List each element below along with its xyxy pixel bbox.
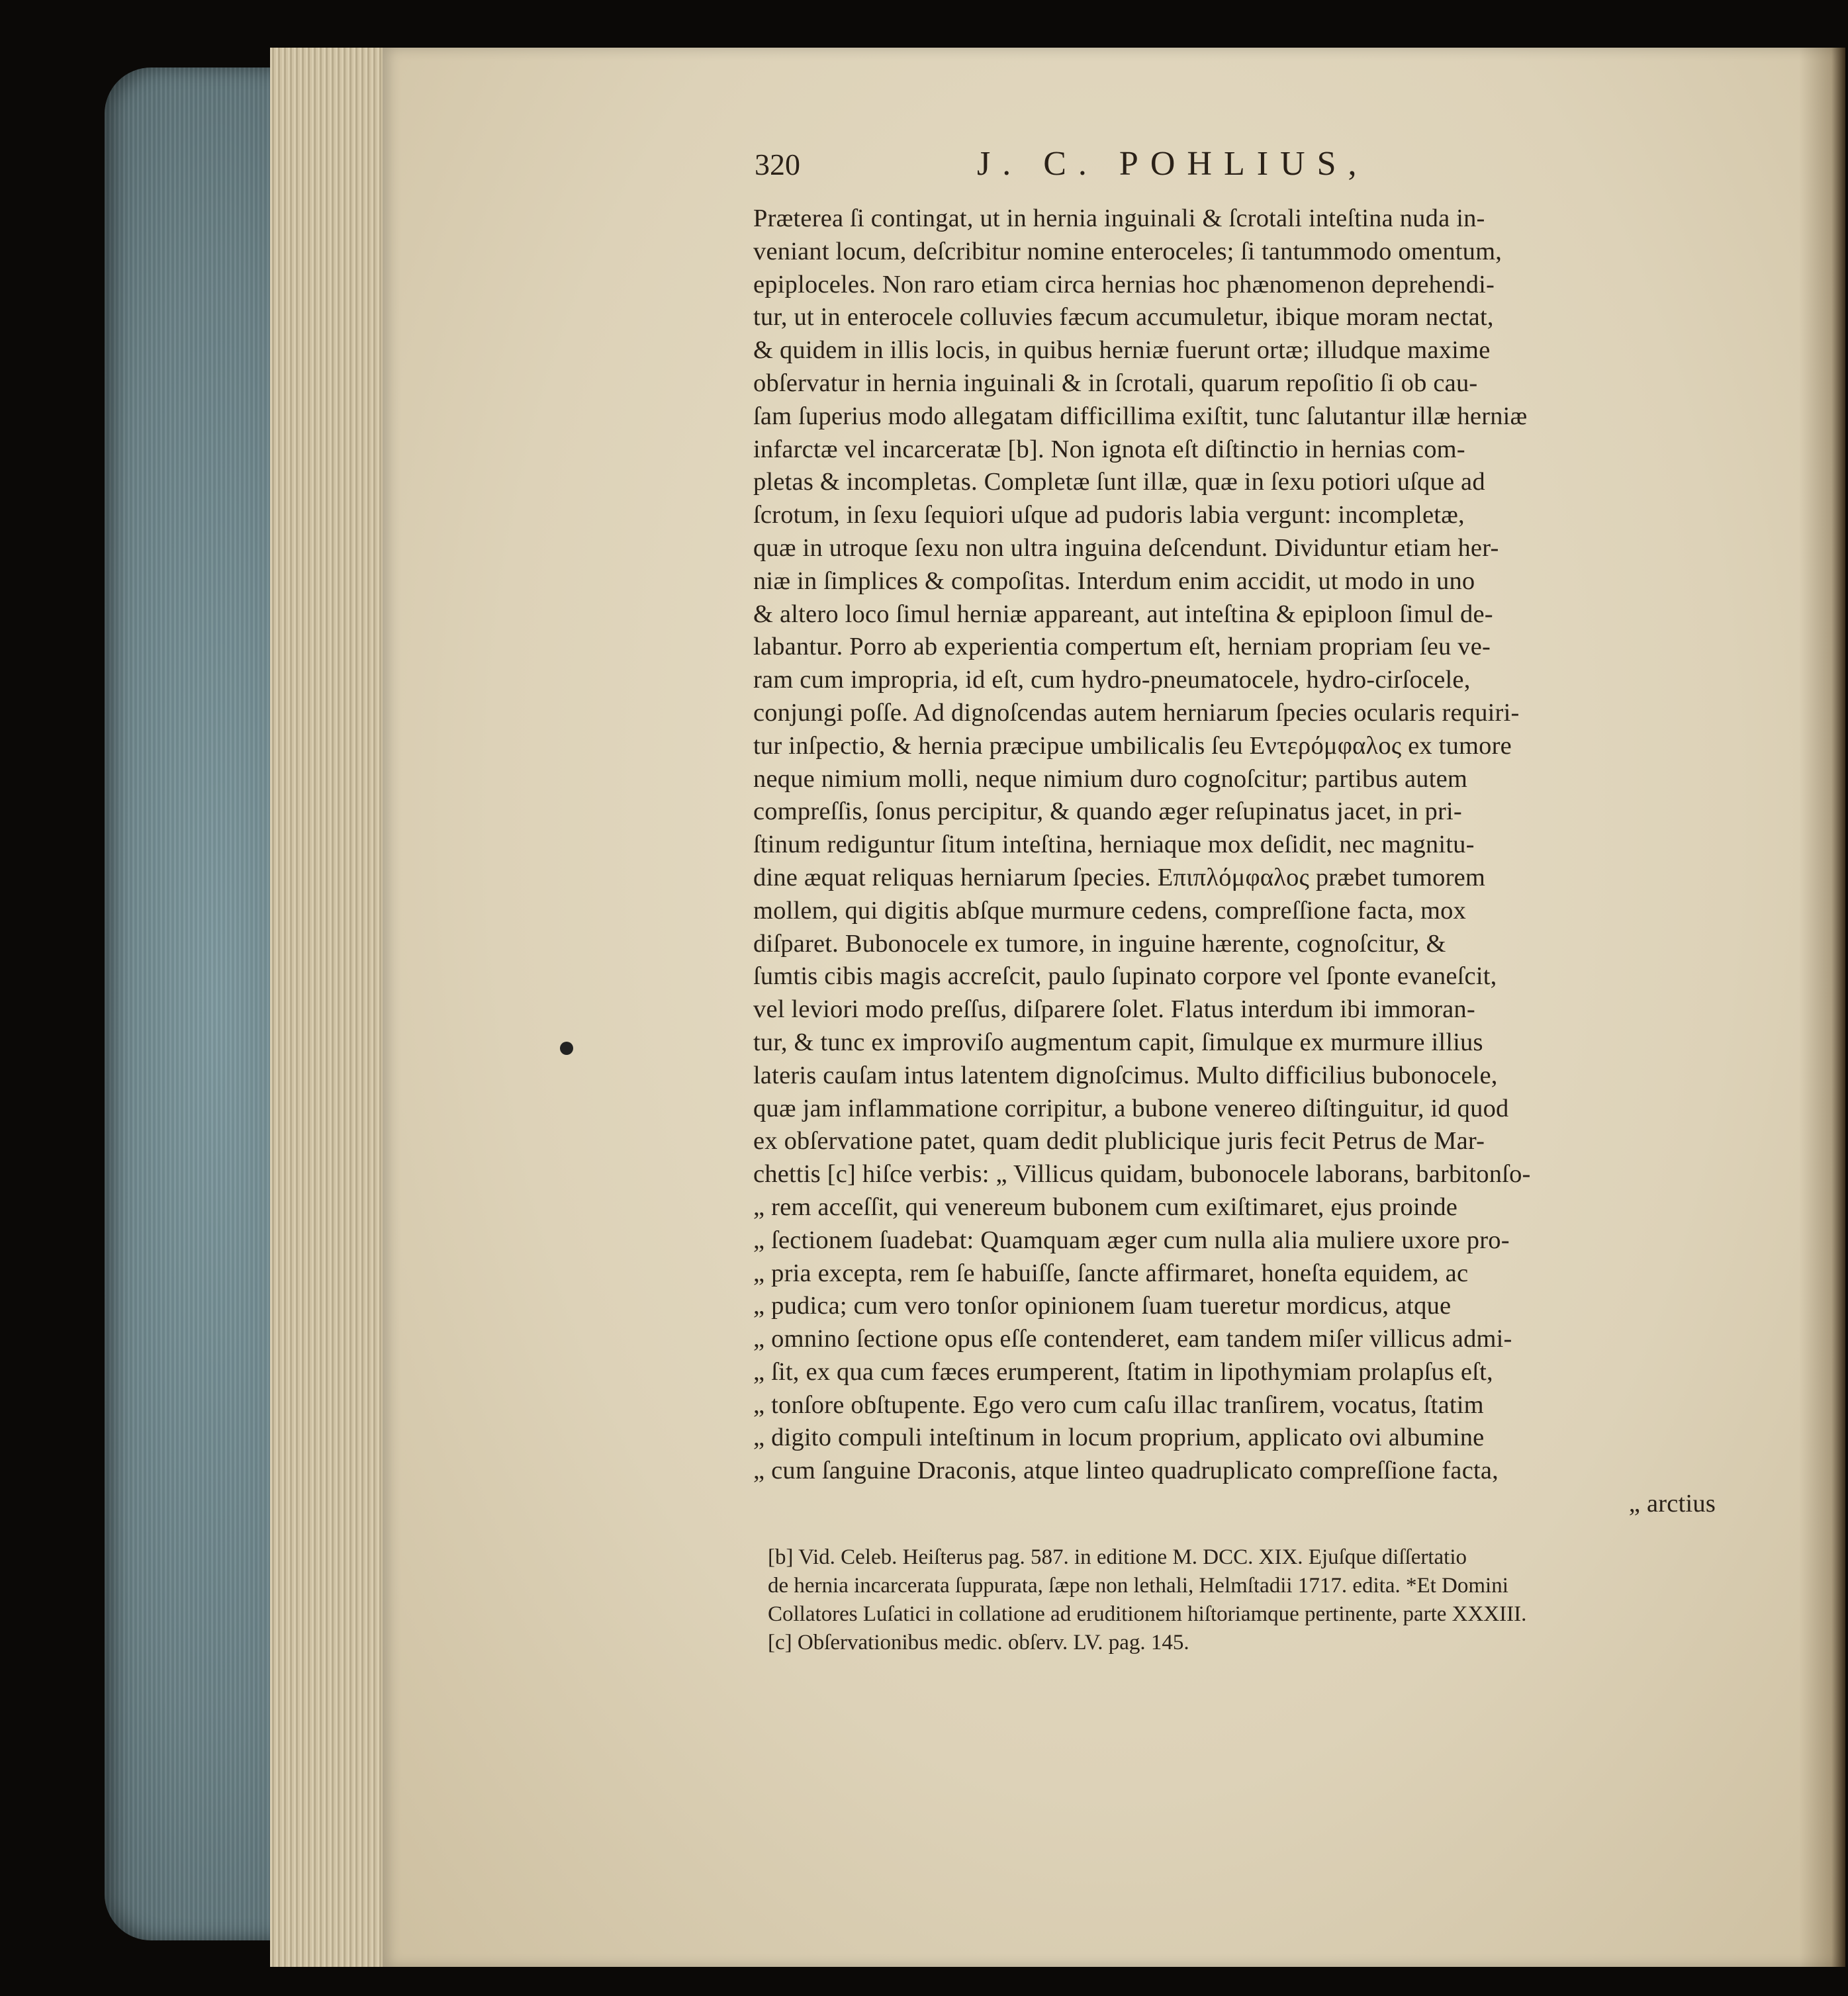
text-line: ſtinum rediguntur ſitum inteſtina, herniaque mox deſidit, nec magnitu- (753, 831, 1475, 859)
text-line: quæ jam inflammatione corripitur, a bubone venereo diſtinguitur, id quod (753, 1094, 1509, 1122)
running-title: J. C. POHLIUS, (977, 145, 1369, 183)
text-line: „ pudica; cum vero tonſor opinionem ſuam tueretur mordicus, atque (753, 1292, 1452, 1320)
text-line: tur inſpectio, & hernia præcipue umbilicalis ſeu Εντερόμφαλος ex tumore (753, 731, 1512, 760)
text-line: neque nimium molli, neque nimium duro cognoſcitur; partibus autem (753, 764, 1468, 793)
text-line: dine æquat reliquas herniarum ſpecies. Επιπλόμφαλος præbet tumorem (753, 863, 1486, 891)
pin-hole-mark (560, 1042, 573, 1055)
text-line: ſcrotum, in ſexu ſequiori uſque ad pudoris labia vergunt: incompletæ, (753, 501, 1465, 529)
text-line: conjungi poſſe. Ad dignoſcendas autem herniarum ſpecies ocularis requiri- (753, 698, 1520, 727)
page-number: 320 (755, 148, 800, 181)
text-line: mollem, qui digitis abſque murmure cedens, compreſſione facta, mox (753, 896, 1467, 925)
text-line: niæ in ſimplices & compoſitas. Interdum enim accidit, ut modo in uno (753, 567, 1475, 595)
text-line: tur, ut in enterocele colluvies fæcum accumuletur, ibique moram nectat, (753, 303, 1494, 332)
text-line: vel leviori modo preſſus, diſparere ſolet. Flatus interdum ibi immoran- (753, 995, 1475, 1024)
body-text (753, 203, 1720, 1521)
text-line: quæ in utroque ſexu non ultra inguina deſcendunt. Dividuntur etiam her- (753, 533, 1499, 562)
text-line: „ digito compuli inteſtinum in locum proprium, applicato ovi albumine (753, 1424, 1485, 1452)
text-line: pletas & incompletas. Completæ ſunt illæ, quæ in ſexu potiori uſque ad (753, 468, 1485, 496)
text-line: „ ſit, ex qua cum fæces erumperent, ſtatim in lipothymiam prolapſus eſt, (753, 1357, 1493, 1386)
text-line: „ omnino ſectione opus eſſe contenderet, eam tandem miſer villicus admi- (753, 1325, 1512, 1353)
text-line: chettis [c] hiſce verbis: „ Villicus quidam, bubonocele laborans, barbitonſo- (753, 1160, 1531, 1189)
text-line: veniant locum, deſcribitur nomine enteroceles; ſi tantummodo omentum, (753, 237, 1502, 265)
footnote-line: [c] Obſervationibus medic. obſerv. LV. pag. 145. (768, 1631, 1189, 1655)
text-line: „ rem acceſſit, qui venereum bubonem cum exiſtimaret, ejus proinde (753, 1193, 1458, 1221)
text-line: ſam ſuperius modo allegatam difficillima exiſtit, tunc ſalutantur illæ herniæ (753, 402, 1528, 430)
text-line: infarctæ vel incarceratæ [b]. Non ignota eſt diſtinctio in hernias com- (753, 435, 1465, 463)
text-line: labantur. Porro ab experientia compertum eſt, herniam propriam ſeu ve- (753, 633, 1491, 661)
text-line: & quidem in illis locis, in quibus herniæ fuerunt ortæ; illudque maxime (753, 336, 1491, 365)
text-line: „ tonſore obſtupente. Ego vero cum caſu illac tranſirem, vocatus, ſtatim (753, 1390, 1484, 1419)
text-line: „ ſectionem ſuadebat: Quamquam æger cum nulla alia muliere uxore pro- (753, 1226, 1510, 1254)
text-line: epiploceles. Non raro etiam circa hernias hoc phænomenon deprehendi- (753, 270, 1495, 298)
text-line: „ cum ſanguine Draconis, atque linteo quadruplicato compreſſione facta, (753, 1457, 1499, 1485)
text-line: Præterea ſi contingat, ut in hernia inguinali & ſcrotali inteſtina nuda in- (753, 204, 1485, 232)
text-line: lateris cauſam intus latentem dignoſcimus. Multo difficilius bubonocele, (753, 1061, 1498, 1089)
text-line: compreſſis, ſonus percipitur, & quando æger reſupinatus jacet, in pri- (753, 797, 1462, 826)
footnote-line: de hernia incarcerata ſuppurata, ſæpe non lethali, Helmſtadii 1717. edita. *Et Domini (768, 1574, 1508, 1598)
text-line: tur, & tunc ex improviſo augmentum capit, ſimulque ex murmure illius (753, 1028, 1483, 1056)
footnote-line: Collatores Luſatici in collatione ad eruditionem hiſtoriamque pertinente, parte XXXIII. (768, 1602, 1527, 1626)
footnotes (768, 1543, 1721, 1657)
catchword: „ arctius (1628, 1490, 1716, 1518)
footnote-line: [b] Vid. Celeb. Heiſterus pag. 587. in editione M. DCC. XIX. Ejuſque diſſertatio (768, 1545, 1467, 1569)
page-header (755, 147, 1694, 193)
text-line: ex obſervatione patet, quam dedit plublicique juris fecit Petrus de Mar- (753, 1127, 1485, 1156)
text-line: diſparet. Bubonocele ex tumore, in inguine hærente, cognoſcitur, & (753, 929, 1446, 958)
text-line: „ pria excepta, rem ſe habuiſſe, ſancte affirmaret, honeſta equidem, ac (753, 1259, 1469, 1287)
page-gutter (1799, 48, 1845, 1967)
text-line: ſumtis cibis magis accreſcit, paulo ſupinato corpore vel ſponte evaneſcit, (753, 962, 1497, 991)
text-line: obſervatur in hernia inguinali & in ſcrotali, quarum repoſitio ſi ob cau- (753, 369, 1478, 397)
text-line: & altero loco ſimul herniæ appareant, aut inteſtina & epiploon ſimul de- (753, 600, 1493, 628)
text-line: ram cum impropria, id eſt, cum hydro-pneumatocele, hydro-cirſocele, (753, 666, 1471, 694)
